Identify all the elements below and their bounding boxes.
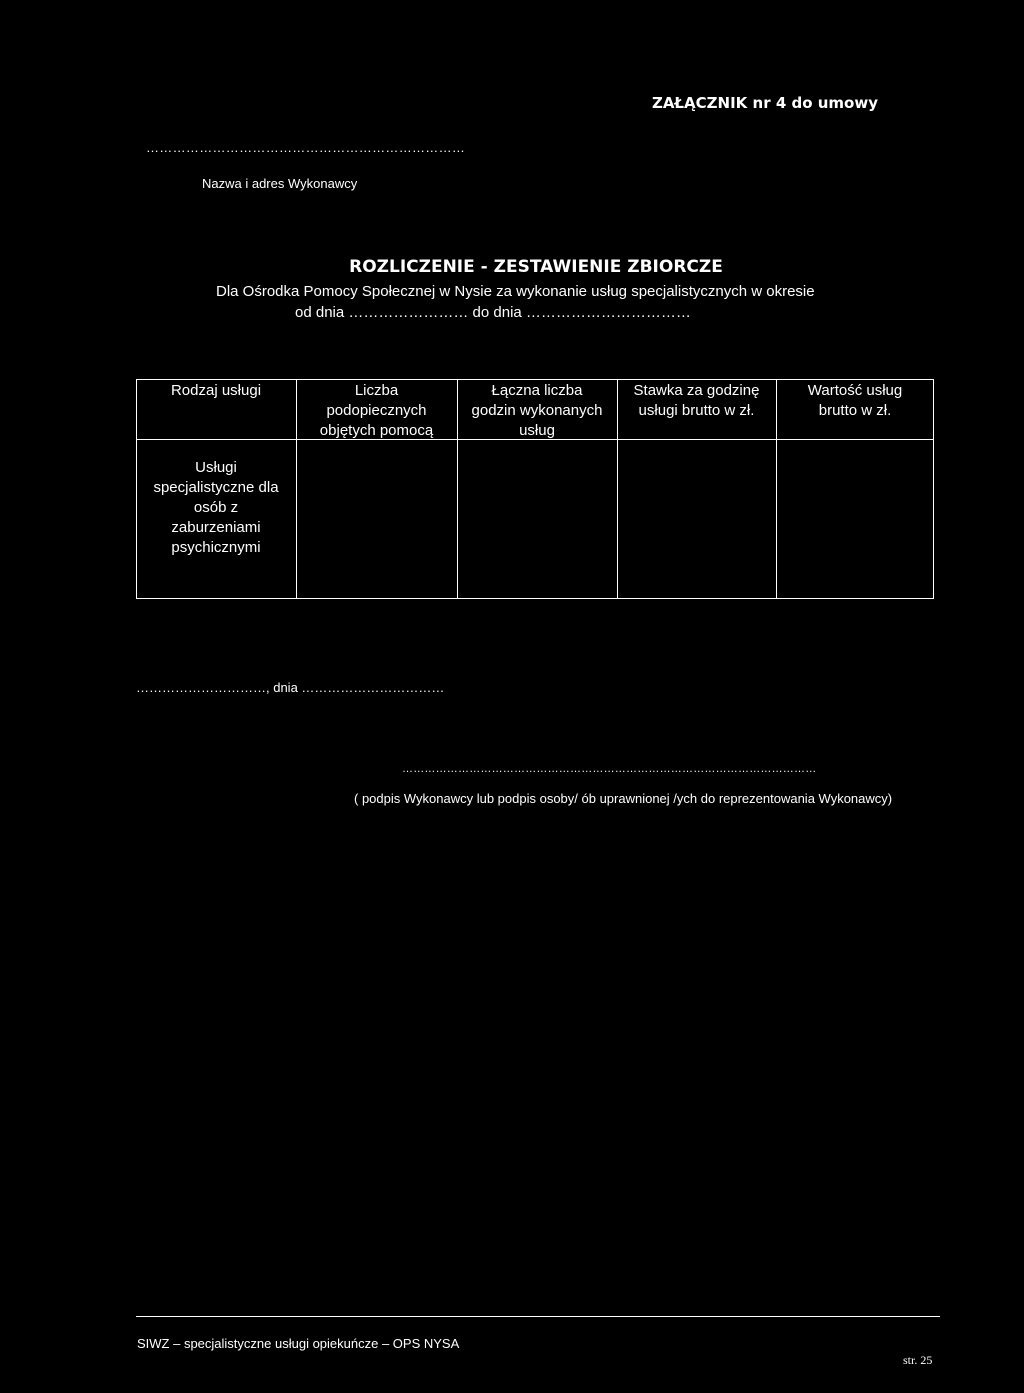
header-service-type: Rodzaj usługi — [170, 382, 262, 399]
table-cell-clients-count[interactable] — [296, 440, 457, 598]
document-subtitle: Dla Ośrodka Pomocy Społecznej w Nysie za wykonanie usług specjalistycznych w okresie — [216, 283, 815, 300]
header-clients-count: Liczba podopiecznych objętych pomocą — [319, 382, 434, 439]
contractor-dotted-line: ……………………………………………………………… — [146, 140, 466, 155]
period-line: od dnia …………………… do dnia …………………………… — [295, 304, 691, 321]
document-title: ROZLICZENIE - ZESTAWIENIE ZBIORCZE — [349, 257, 723, 277]
page-number: str. 25 — [903, 1353, 933, 1367]
footer-divider — [136, 1316, 940, 1317]
header-hourly-rate: Stawka za godzinę usługi brutto w zł. — [633, 382, 760, 419]
header-total-hours: Łączna liczba godzin wykonanych usług — [471, 382, 603, 439]
signature-caption: ( podpis Wykonawcy lub podpis osoby/ ób uprawnionej /ych do reprezentowania Wykonawcy) — [354, 791, 893, 806]
attachment-label: ZAŁĄCZNIK nr 4 do umowy — [651, 94, 878, 112]
table-cell-gross-value[interactable] — [776, 440, 934, 598]
table-row-service-name: Usługi specjalistyczne dla osób z zaburzeniami psychicznymi — [153, 459, 279, 556]
header-gross-value: Wartość usług brutto w zł. — [807, 382, 903, 419]
table-cell-total-hours[interactable] — [457, 440, 617, 598]
signature-dotted-line: ………………………………………………………………………………………………… — [402, 763, 817, 775]
footer-text: SIWZ – specjalistyczne usługi opiekuńcze – OPS NYSA — [137, 1336, 460, 1351]
table-cell-hourly-rate[interactable] — [617, 440, 776, 598]
place-and-date-line: …………………………, dnia …………………………… — [136, 680, 445, 695]
contractor-name-label: Nazwa i adres Wykonawcy — [202, 176, 358, 191]
settlement-table — [136, 379, 934, 599]
